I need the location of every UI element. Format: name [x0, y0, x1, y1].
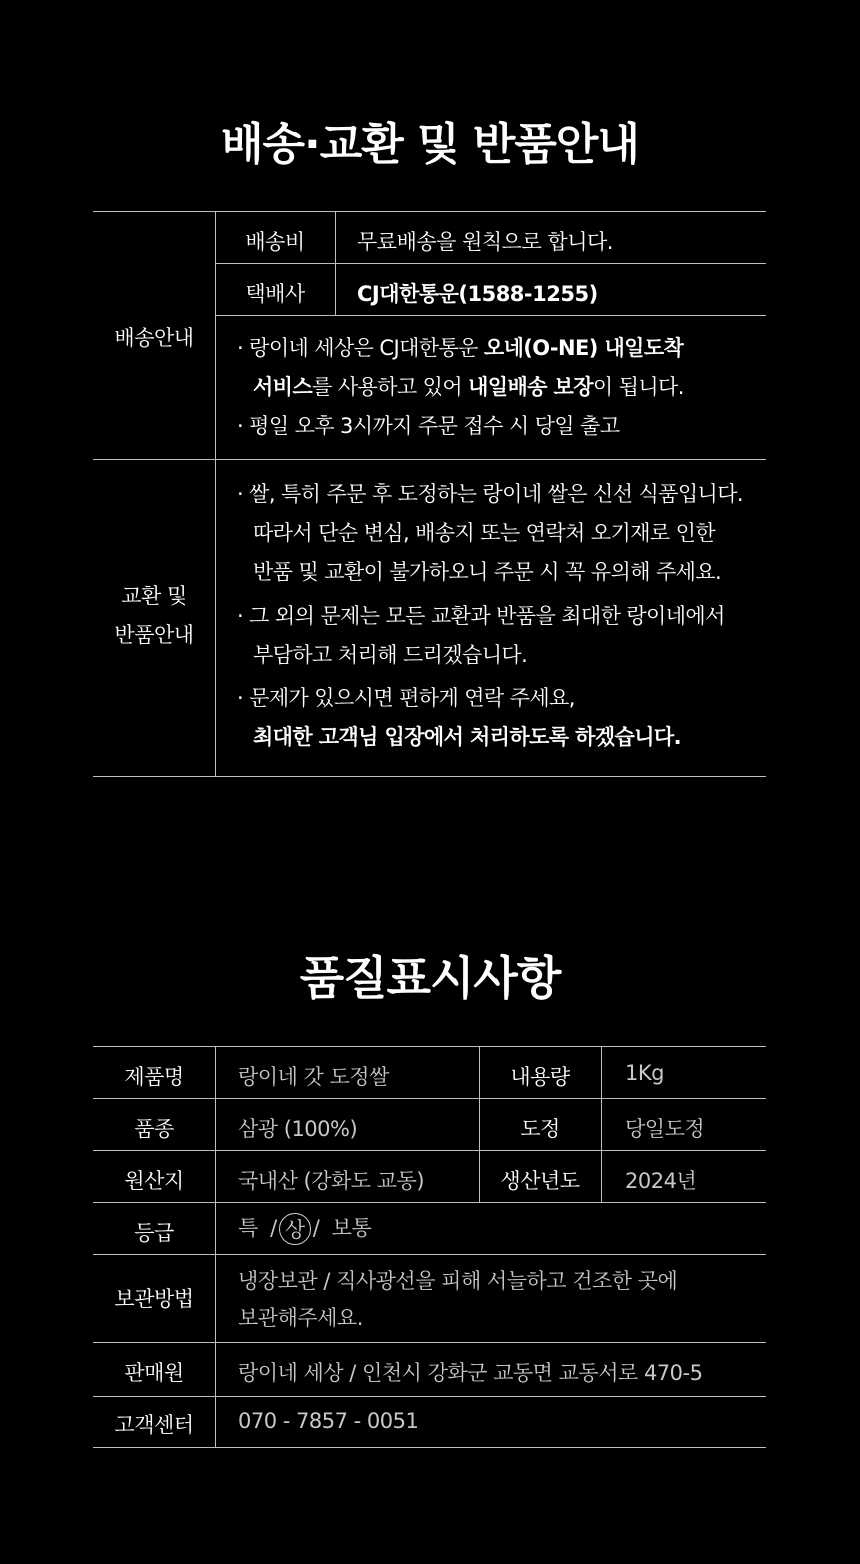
bullet: · [237, 336, 244, 360]
grade-option-special: 특 [238, 1216, 258, 1240]
grade-separator: / [270, 1216, 277, 1240]
milling-label: 도정 [520, 1117, 560, 1141]
return-note-2-line2: 부담하고 처리해 드리겠습니다. [253, 643, 528, 667]
grade-separator: / [312, 1216, 320, 1240]
product-name-label: 제품명 [124, 1065, 184, 1089]
divider [93, 1150, 766, 1151]
divider [93, 1202, 766, 1203]
return-note-2 [237, 596, 725, 637]
divider [93, 211, 766, 212]
volume-label: 내용량 [510, 1065, 570, 1089]
production-year-value: 2024년 [625, 1169, 697, 1193]
grade-option-normal: 보통 [331, 1216, 372, 1240]
return-note-3 [237, 678, 575, 719]
bullet: · [237, 414, 244, 438]
courier-value: CJ대한통운(1588-1255) [357, 282, 598, 306]
customer-center-label: 고객센터 [114, 1413, 194, 1437]
origin-value: 국내산 (강화도 교동) [238, 1169, 425, 1193]
return-guide-label-line1: 교환 및 [121, 584, 187, 608]
divider [601, 1046, 602, 1202]
seller-value: 랑이네 세상 / 인천시 강화군 교동면 교동서로 470-5 [238, 1361, 703, 1385]
note-text: 랑이네 세상은 CJ대한통운 [249, 336, 484, 360]
note-text: 쌀, 특히 주문 후 도정하는 랑이네 쌀은 신선 식품입니다. [249, 482, 743, 506]
storage-value-line1: 냉장보관 / 직사광선을 피해 서늘하고 건조한 곳에 [238, 1269, 678, 1293]
divider [93, 1447, 766, 1448]
storage-label: 보관방법 [114, 1287, 194, 1311]
note-text: 그 외의 문제는 모든 교환과 반품을 최대한 랑이네에서 [249, 604, 725, 628]
note-text: 문제가 있으시면 편하게 연락 주세요, [249, 686, 575, 710]
divider [93, 1098, 766, 1099]
return-note-3-line2: 최대한 고객님 입장에서 처리하도록 하겠습니다. [253, 725, 681, 749]
origin-label: 원산지 [124, 1169, 184, 1193]
return-note-1-line3: 반품 및 교환이 불가하오니 주문 시 꼭 유의해 주세요. [253, 560, 722, 584]
note-text: 이 됩니다. [592, 375, 684, 399]
note-text: 평일 오후 3시까지 주문 접수 시 당일 출고 [249, 414, 620, 438]
shipping-note-1-line2 [253, 367, 684, 408]
return-guide-label-line2: 반품안내 [114, 623, 194, 647]
variety-value: 삼광 (100%) [238, 1117, 358, 1141]
note-bold-text: 내일배송 보장 [468, 375, 593, 399]
divider [215, 315, 766, 316]
return-note-1-line2: 따라서 단순 변심, 배송지 또는 연락처 오기재로 인한 [253, 521, 716, 545]
milling-value: 당일도정 [625, 1117, 705, 1141]
divider [93, 1342, 766, 1343]
quality-section-title: 품질표시사항 [299, 951, 561, 1005]
shipping-guide-label: 배송안내 [114, 326, 194, 350]
courier-label: 택배사 [245, 282, 305, 306]
shipping-fee-label: 배송비 [245, 230, 305, 254]
note-bold-text: 서비스 [253, 375, 313, 399]
divider [215, 1046, 216, 1447]
bullet: · [237, 482, 244, 506]
divider [93, 1046, 766, 1047]
bullet: · [237, 604, 244, 628]
shipping-note-2 [237, 406, 619, 447]
product-name-value: 랑이네 갓 도정쌀 [238, 1065, 389, 1089]
grade-option-selected: 상 [279, 1213, 311, 1245]
seller-label: 판매원 [124, 1361, 184, 1385]
production-year-label: 생산년도 [500, 1169, 580, 1193]
divider [93, 776, 766, 777]
shipping-fee-value: 무료배송을 원칙으로 합니다. [357, 230, 613, 254]
shipping-section-title: 배송·교환 및 반품안내 [221, 119, 639, 170]
divider [93, 1396, 766, 1397]
divider [215, 263, 766, 264]
volume-value: 1Kg [625, 1061, 664, 1085]
variety-label: 품종 [134, 1117, 174, 1141]
grade-label: 등급 [134, 1221, 174, 1245]
divider [93, 459, 766, 460]
customer-center-phone: 070 - 7857 - 0051 [238, 1409, 419, 1433]
divider [335, 211, 336, 315]
return-note-1 [237, 474, 743, 515]
bullet: · [237, 686, 244, 710]
shipping-note-1 [237, 328, 683, 369]
note-text: 를 사용하고 있어 [312, 375, 469, 399]
divider [93, 1254, 766, 1255]
storage-value-line2: 보관해주세요. [238, 1306, 363, 1330]
note-bold-text: 오네(O-NE) 내일도착 [483, 336, 684, 360]
grade-options [238, 1212, 371, 1245]
